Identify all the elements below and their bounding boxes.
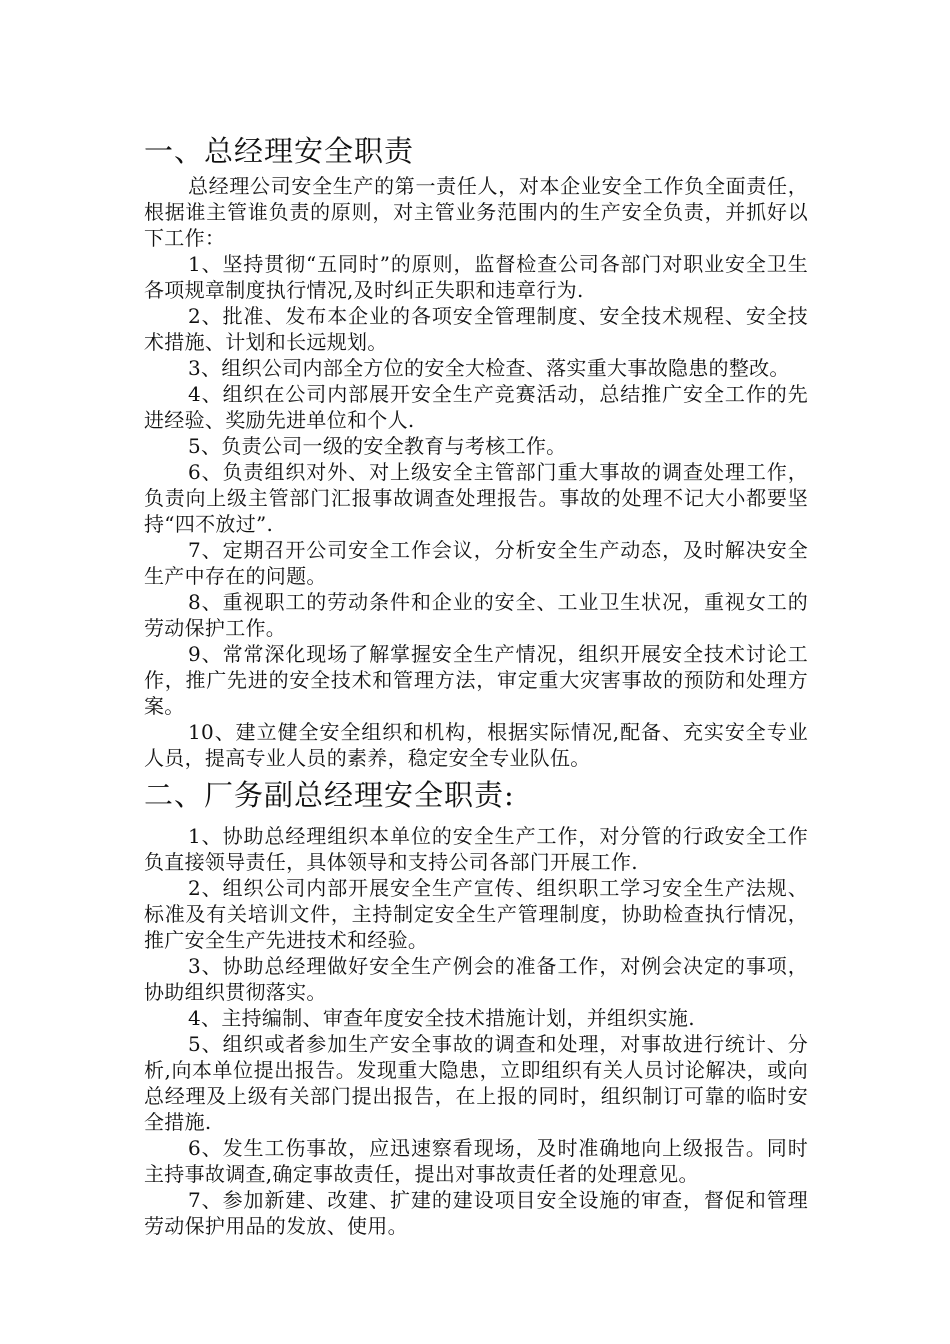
duty-item: 5、组织或者参加生产安全事故的调查和处理，对事故进行统计、分析,向本单位提出报告。发现重大隐患，立即组织有关人员讨论解决，或向总经理及上级有关部门提出报告，在上报的同时，组织制订可靠的临时安全措施. [144,1032,808,1134]
duty-item: 5、负责公司一级的安全教育与考核工作。 [188,434,567,458]
duty-item: 2、组织公司内部开展安全生产宣传、组织职工学习安全生产法规、标准及有关培训文件，主持制定安全生产管理制度，协助检查执行情况，推广安全生产先进技术和经验。 [144,876,808,952]
duty-item: 10、建立健全安全组织和机构，根据实际情况,配备、充实安全专业人员，提高专业人员的素养，稳定安全专业队伍。 [144,720,808,770]
section-general-manager [144,133,808,771]
duty-item: 7、定期召开公司安全工作会议，分析安全生产动态，及时解决安全生产中存在的问题。 [144,538,808,588]
section-deputy-general-manager [144,777,808,1239]
duty-item: 2、批准、发布本企业的各项安全管理制度、安全技术规程、安全技术措施、计划和长远规划。 [144,304,808,354]
duty-item: 9、常常深化现场了解掌握安全生产情况，组织开展安全技术讨论工作，推广先进的安全技术和管理方法，审定重大灾害事故的预防和处理方案。 [144,642,808,718]
duty-item: 4、主持编制、审查年度安全技术措施计划，并组织实施. [188,1006,695,1030]
duty-item: 4、组织在公司内部展开安全生产竞赛活动，总结推广安全工作的先进经验、奖励先进单位和个人. [144,382,808,432]
intro-paragraph: 总经理公司安全生产的第一责任人，对本企业安全工作负全面责任，根据谁主管谁负责的原则，对主管业务范围内的生产安全负责，并抓好以下工作： [144,174,808,250]
section-title: 二、厂务副总经理安全职责: [144,778,515,812]
duty-item: 1、坚持贯彻“五同时”的原则，监督检查公司各部门对职业安全卫生各项规章制度执行情况,及时纠正失职和违章行为. [144,252,808,302]
duty-item: 3、组织公司内部全方位的安全大检查、落实重大事故隐患的整改。 [188,356,790,380]
duty-item: 3、协助总经理做好安全生产例会的准备工作，对例会决定的事项，协助组织贯彻落实。 [144,954,808,1004]
duty-item: 7、参加新建、改建、扩建的建设项目安全设施的审查，督促和管理劳动保护用品的发放、使用。 [144,1188,808,1238]
section-title: 一、总经理安全职责 [144,134,415,168]
duty-item: 8、重视职工的劳动条件和企业的安全、工业卫生状况，重视女工的劳动保护工作。 [144,590,808,640]
duty-item: 6、发生工伤事故，应迅速察看现场，及时准确地向上级报告。同时主持事故调查,确定事故责任，提出对事故责任者的处理意见。 [144,1136,808,1186]
duty-item: 6、负责组织对外、对上级安全主管部门重大事故的调查处理工作，负责向上级主管部门汇报事故调查处理报告。事故的处理不记大小都要坚持“四不放过”. [144,460,808,536]
duty-item: 1、协助总经理组织本单位的安全生产工作，对分管的行政安全工作负直接领导责任，具体领导和支持公司各部门开展工作. [144,824,808,874]
document-page [144,133,808,1239]
